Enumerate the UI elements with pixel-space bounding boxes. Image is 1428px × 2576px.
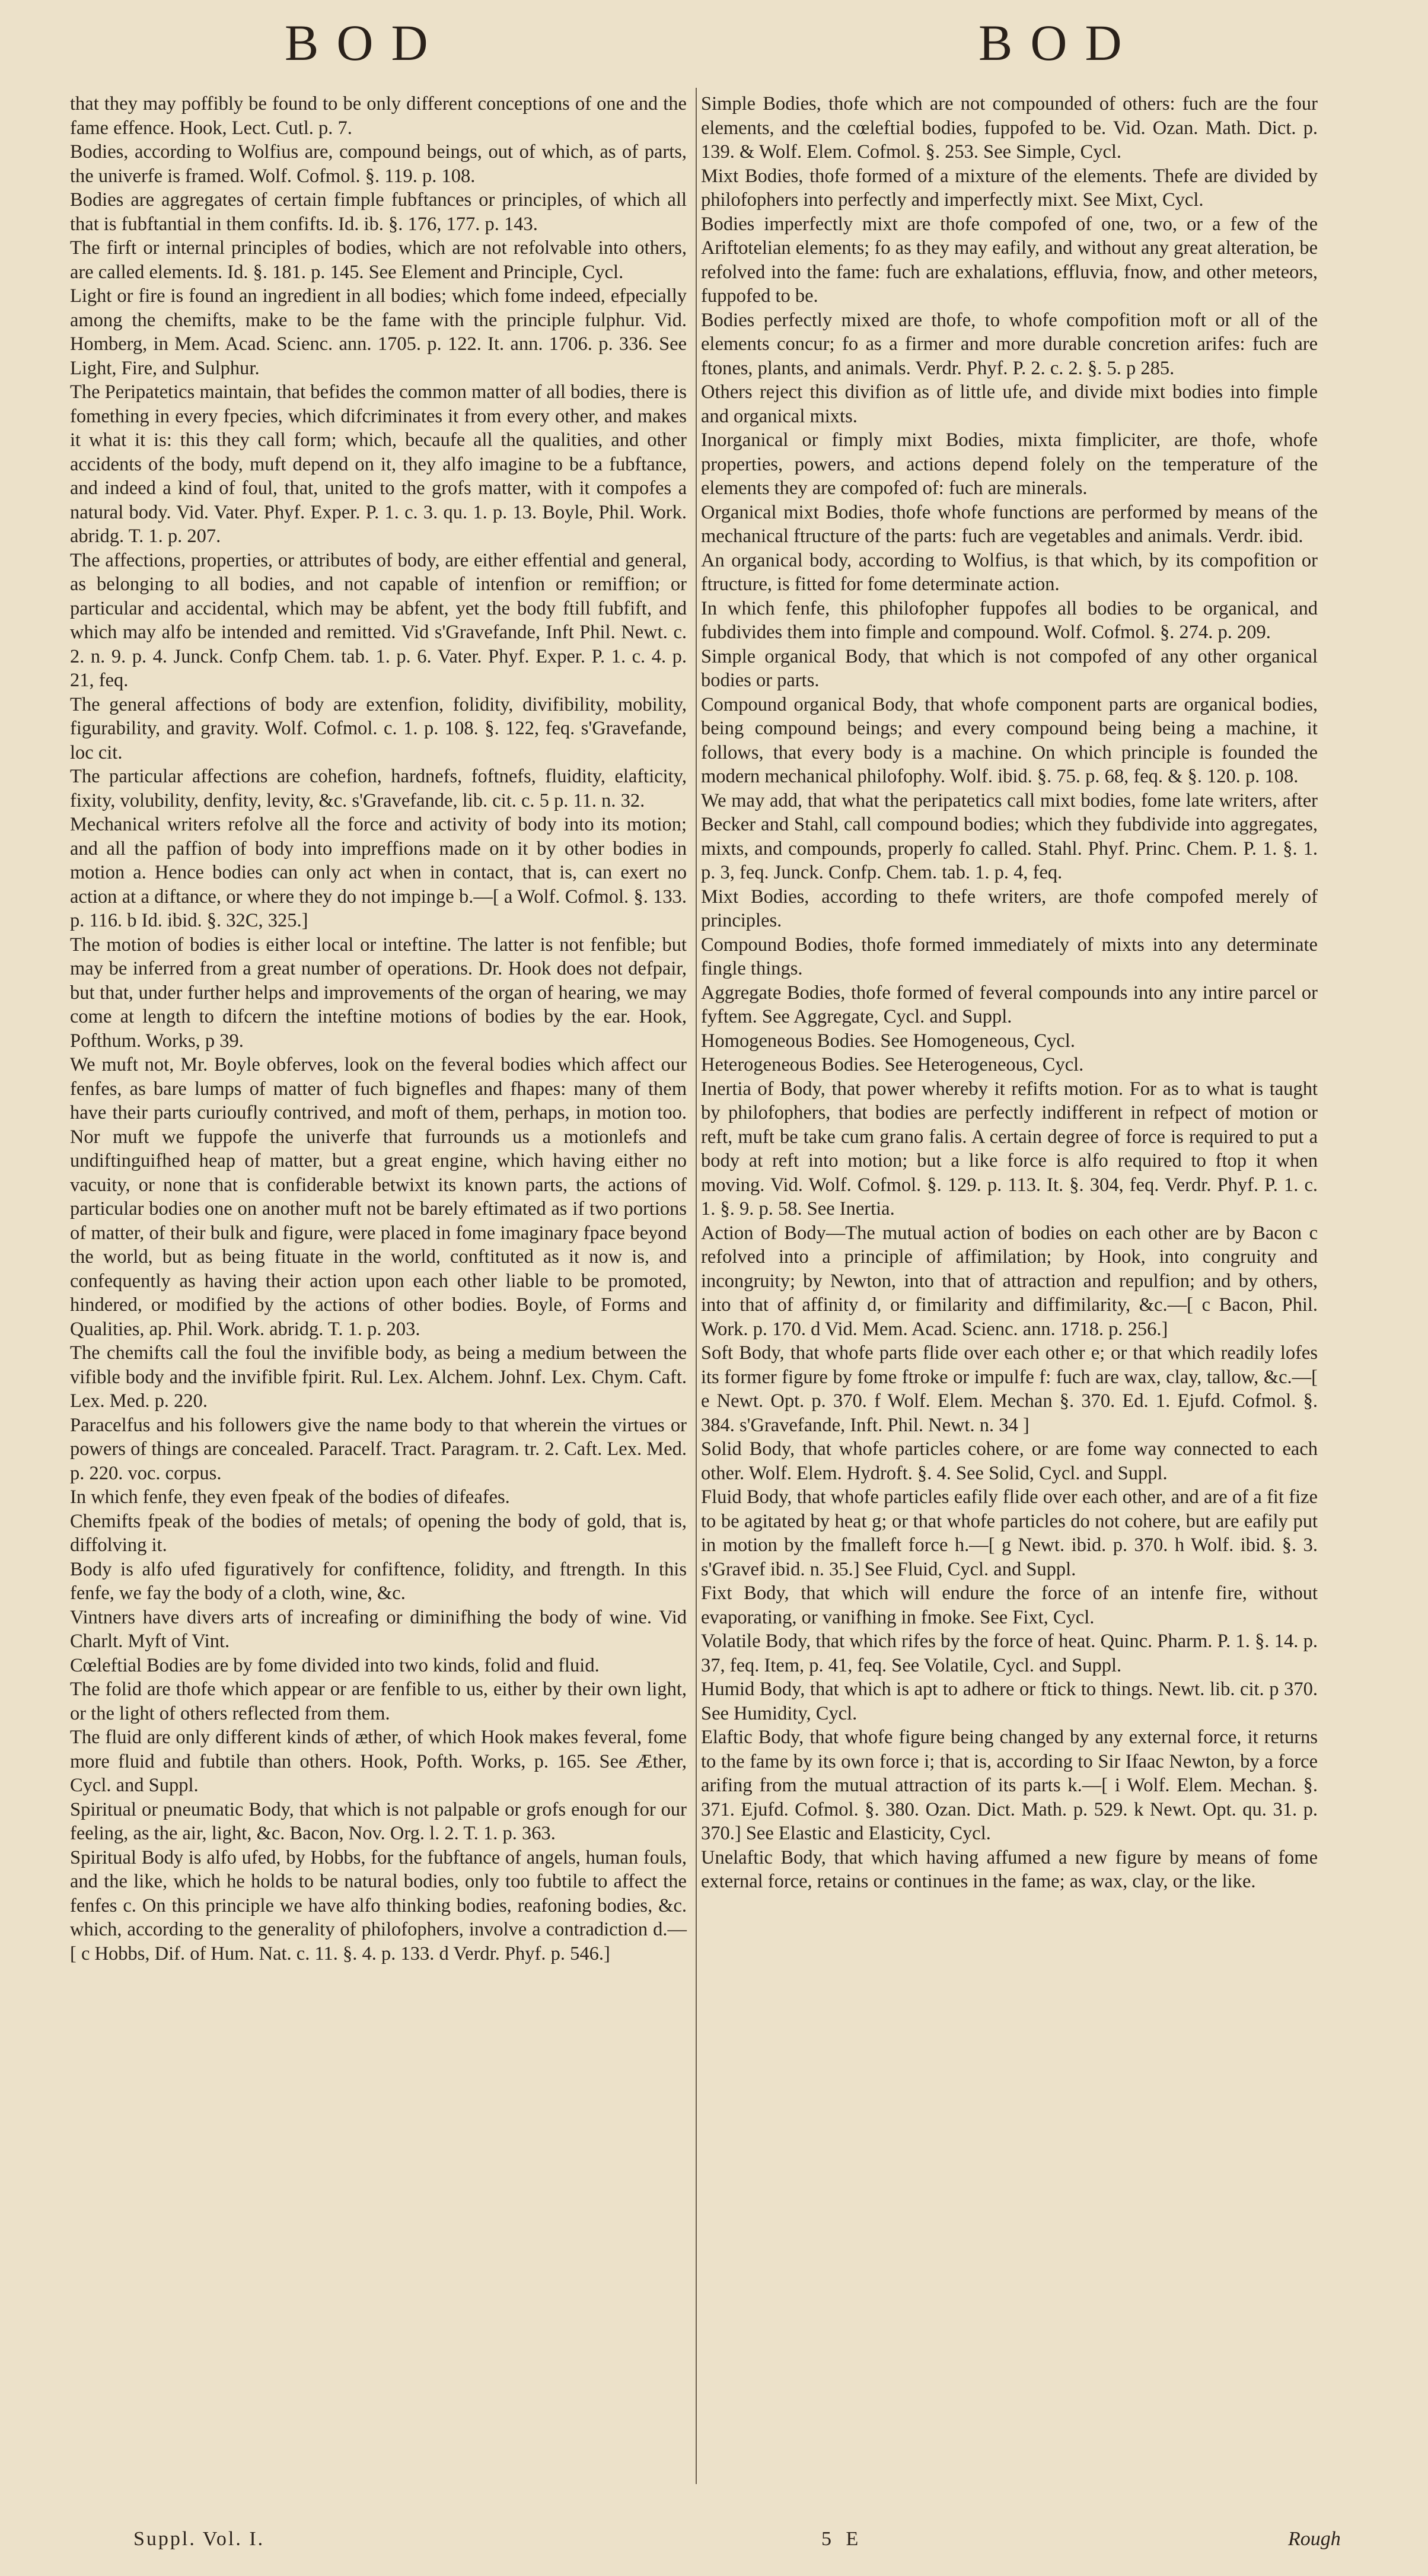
entry-paragraph: Paracelfus and his followers give the name body to that wherein the virtues or powers of things are concealed. Paracelf. Tract. Paragram. tr. 2. Caft. Lex. Med. p. 220. voc. corpus. bbox=[70, 1414, 687, 1484]
entry-paragraph: Action of Body—The mutual action of bodies on each other are by Bacon c refolved into a principle of affimilation; by Hook, into congruity and incongruity; by Newton, into that of attraction and repulfion; and by others, into that of affinity d, or fimilarity and diffimilarity, &c.—[ c Bacon, Phil. Work. p. 170. d Vid. Mem. Acad. Scienc. ann. 1718. p. 256.] bbox=[701, 1222, 1318, 1340]
entry-paragraph: In which fenfe, this philofopher fuppofes all bodies to be organical, and fubdivides them into fimple and compound. Wolf. Cofmol. §. 274. p. 209. bbox=[701, 597, 1318, 643]
entry-paragraph: Vintners have divers arts of increafing or diminifhing the body of wine. Vid Charlt. Myft of Vint. bbox=[70, 1606, 687, 1652]
entry-paragraph: The affections, properties, or attributes of body, are either effential and general, as belonging to all bodies, and not capable of intenfion or remiffion; or particular and accidental, which may be abfent, yet the body ftill fubfift, and which may alfo be intended and remitted. Vid s'Gravefande, Inft Phil. Newt. c. 2. n. 9. p. 4. Junck. Confp Chem. tab. 1. p. 6. Vater. Phyf. Exper. P. 1. c. 4. p. 21, feq. bbox=[70, 549, 687, 691]
entry-paragraph: Heterogeneous Bodies. See Heterogeneous, Cycl. bbox=[701, 1054, 1084, 1075]
entry-paragraph: Compound Bodies, thofe formed immediately of mixts into any determinate fingle things. bbox=[701, 934, 1318, 979]
left-column bbox=[70, 92, 687, 1966]
entry-paragraph: Body is alfo ufed figuratively for confiftence, folidity, and ftrength. In this fenfe, we fay the body of a cloth, wine, &c. bbox=[70, 1558, 687, 1604]
entry-paragraph: Cœleftial Bodies are by fome divided into two kinds, folid and fluid. bbox=[70, 1654, 600, 1676]
entry-paragraph: The motion of bodies is either local or inteftine. The latter is not fenfible; but may be inferred from a great number of operations. Dr. Hook does not defpair, but that, under further helps and improvements of the organ of hearing, we may come at length to difcern the inteftine motions of bodies by the ear. Hook, Pofthum. Works, p 39. bbox=[70, 934, 687, 1052]
entry-paragraph: Mixt Bodies, according to thefe writers, are thofe compofed merely of principles. bbox=[701, 886, 1318, 931]
entry-paragraph: An organical body, according to Wolfius, is that which, by its compofition or ftructure, is fitted for fome determinate action. bbox=[701, 549, 1318, 595]
entry-paragraph: Others reject this divifion as of little ufe, and divide mixt bodies into fimple and organical mixts. bbox=[701, 381, 1318, 427]
entry-paragraph: Inertia of Body, that power whereby it refifts motion. For as to what is taught by philofophers, that bodies are perfectly indifferent in refpect of motion or reft, muft be take cum grano falis. A certain degree of force is required to put a body at reft into motion; but a like force is alfo required to ftop it when moving. Vid. Wolf. Cofmol. §. 129. p. 113. It. §. 304, feq. Verdr. Phyf. P. 1. c. 1. §. 9. p. 58. See Inertia. bbox=[701, 1078, 1318, 1219]
right-column bbox=[701, 92, 1318, 1894]
running-head-left: BOD bbox=[285, 14, 446, 71]
entry-paragraph: We may add, that what the peripatetics call mixt bodies, fome late writers, after Becker and Stahl, call compound bodies; which they fubdivide into aggregates, mixts, and compounds, properly fo called. Stahl. Phyf. Princ. Chem. P. 1. §. 1. p. 3, feq. Junck. Confp. Chem. tab. 1. p. 4, feq. bbox=[701, 789, 1318, 883]
entry-paragraph: Humid Body, that which is apt to adhere or ftick to things. Newt. lib. cit. p 370. See Humidity, Cycl. bbox=[701, 1679, 1318, 1724]
entry-paragraph: Spiritual Body is alfo ufed, by Hobbs, for the fubftance of angels, human fouls, and the like, which he holds to be natural bodies, only too fubtile to affect the fenfes c. On this principle we have alfo thinking bodies, reafoning bodies, &c. which, according to the generality of philofophers, involve a contradiction d.—[ c Hobbs, Dif. of Hum. Nat. c. 11. §. 4. p. 133. d Verdr. Phyf. p. 546.] bbox=[70, 1846, 687, 1964]
entry-paragraph: Bodies perfectly mixed are thofe, to whofe compofition moft or all of the elements concur; fo as a firmer and more durable concretion arifes: fuch are ftones, plants, and animals. Verdr. Phyf. P. 2. c. 2. §. 5. p 285. bbox=[701, 309, 1318, 379]
entry-paragraph: Aggregate Bodies, thofe formed of feveral compounds into any intire parcel or fyftem. See Aggregate, Cycl. and Suppl. bbox=[701, 982, 1318, 1027]
entry-paragraph: Mixt Bodies, thofe formed of a mixture of the elements. Thefe are divided by philofophers into perfectly and imperfectly mixt. See Mixt, Cycl. bbox=[701, 165, 1318, 211]
entry-paragraph: Bodies are aggregates of certain fimple fubftances or principles, of which all that is fubftantial in them confifts. Id. ib. §. 176, 177. p. 143. bbox=[70, 189, 687, 235]
entry-paragraph: Organical mixt Bodies, thofe whofe functions are performed by means of the mechanical ftructure of the parts: fuch are vegetables and animals. Verdr. ibid. bbox=[701, 501, 1318, 547]
entry-paragraph: Mechanical writers refolve all the force and activity of body into its motion; and all the paffion of body into impreffions made on it by other bodies in motion a. Hence bodies can only act when in contact, that is, can exert no action at a diftance, or where they do not impinge b.—[ a Wolf. Cofmol. §. 133. p. 116. b Id. ibid. §. 32C, 325.] bbox=[70, 814, 687, 931]
entry-paragraph: Simple organical Body, that which is not compofed of any other organical bodies or parts. bbox=[701, 645, 1318, 691]
entry-paragraph: Homogeneous Bodies. See Homogeneous, Cycl. bbox=[701, 1030, 1075, 1052]
entry-paragraph: Chemifts fpeak of the bodies of metals; of opening the body of gold, that is, diffolving it. bbox=[70, 1510, 687, 1556]
entry-paragraph: The firft or internal principles of bodies, which are not refolvable into others, are called elements. Id. §. 181. p. 145. See Element and Principle, Cycl. bbox=[70, 237, 687, 283]
entry-paragraph: The particular affections are cohefion, hardnefs, foftnefs, fluidity, elafticity, fixity, volubility, denfity, levity, &c. s'Gravefande, lib. cit. c. 5 p. 11. n. 32. bbox=[70, 766, 687, 811]
entry-paragraph: Solid Body, that whofe particles cohere, or are fome way connected to each other. Wolf. Elem. Hydroft. §. 4. See Solid, Cycl. and Suppl. bbox=[701, 1438, 1318, 1484]
entry-paragraph: Inorganical or fimply mixt Bodies, mixta fimpliciter, are thofe, whofe properties, powers, and actions depend folely on the temperature of the elements they are compofed of: fuch are minerals. bbox=[701, 429, 1318, 499]
entry-paragraph: Bodies, according to Wolfius are, compound beings, out of which, as of parts, the univerfe is framed. Wolf. Cofmol. §. 119. p. 108. bbox=[70, 141, 687, 187]
entry-paragraph: Fixt Body, that which will endure the force of an intenfe fire, without evaporating, or vanifhing in fmoke. See Fixt, Cycl. bbox=[701, 1582, 1318, 1628]
entry-paragraph: Bodies imperfectly mixt are thofe compofed of one, two, or a few of the Ariftotelian elements; fo as they may eafily, and without any great alteration, be refolved into the fame: fuch are exhalations, effluvia, fnow, and other meteors, fuppofed to be. bbox=[701, 213, 1318, 307]
entry-paragraph: Unelaftic Body, that which having affumed a new figure by means of fome external force, retains or continues in the fame; as wax, clay, or the like. bbox=[701, 1846, 1318, 1892]
entry-paragraph: Fluid Body, that whofe particles eafily flide over each other, and are of a fit fize to be agitated by heat g; or that whofe particles do not cohere, but are eafily put in motion by the fmalleft force h.—[ g Newt. ibid. p. 370. h Wolf. ibid. §. 3. s'Gravef ibid. n. 35.] See Fluid, Cycl. and Suppl. bbox=[701, 1486, 1318, 1580]
entry-paragraph: Simple Bodies, thofe which are not compounded of others: fuch are the four elements, and the cœleftial bodies, fuppofed to be. Vid. Ozan. Math. Dict. p. 139. & Wolf. Elem. Cofmol. §. 253. See Simple, Cycl. bbox=[701, 93, 1318, 163]
entry-paragraph: The general affections of body are extenfion, folidity, divifibility, mobility, figurability, and gravity. Wolf. Cofmol. c. 1. p. 108. §. 122, feq. s'Gravefande, loc cit. bbox=[70, 693, 687, 763]
entry-paragraph: The folid are thofe which appear or are fenfible to us, either by their own light, or the light of others reflected from them. bbox=[70, 1679, 687, 1724]
entry-paragraph: In which fenfe, they even fpeak of the bodies of difeafes. bbox=[70, 1486, 510, 1508]
entry-paragraph: Volatile Body, that which rifes by the force of heat. Quinc. Pharm. P. 1. §. 14. p. 37, feq. Item, p. 41, feq. See Volatile, Cycl. and Suppl. bbox=[701, 1631, 1318, 1676]
entry-paragraph: that they may poffibly be found to be only different conceptions of one and the fame effence. Hook, Lect. Cutl. p. 7. bbox=[70, 93, 687, 139]
entry-paragraph: The fluid are only different kinds of æther, of which Hook makes feveral, fome more fluid and fubtile than others. Hook, Pofth. Works, p. 165. See Æther, Cycl. and Suppl. bbox=[70, 1727, 687, 1796]
column-divider bbox=[696, 88, 697, 2484]
signature-mark: 5 E bbox=[821, 2528, 863, 2550]
entry-paragraph: Light or fire is found an ingredient in all bodies; which fome indeed, efpecially among the chemifts, make to be the fame with the principle fulphur. Vid. Homberg, in Mem. Acad. Scienc. ann. 1705. p. 122. It. ann. 1706. p. 336. See Light, Fire, and Sulphur. bbox=[70, 285, 687, 379]
running-head-right: BOD bbox=[978, 14, 1140, 71]
entry-paragraph: Elaftic Body, that whofe figure being changed by any external force, it returns to the fame by its own force i; that is, according to Sir Ifaac Newton, by a force arifing from the mutual attraction of its parts k.—[ i Wolf. Elem. Mechan. §. 371. Ejufd. Cofmol. §. 380. Ozan. Dict. Math. p. 529. k Newt. Opt. qu. 31. p. 370.] See Elastic and Elasticity, Cycl. bbox=[701, 1727, 1318, 1844]
entry-paragraph: The chemifts call the foul the invifible body, as being a medium between the vifible body and the invifible fpirit. Rul. Lex. Alchem. Johnf. Lex. Chym. Caft. Lex. Med. p. 220. bbox=[70, 1342, 687, 1412]
entry-paragraph: Spiritual or pneumatic Body, that which is not palpable or grofs enough for our feeling, as the air, light, &c. Bacon, Nov. Org. l. 2. T. 1. p. 363. bbox=[70, 1798, 687, 1844]
entry-paragraph: Soft Body, that whofe parts flide over each other e; or that which readily lofes its former figure by fome ftroke or impulfe f: fuch are wax, clay, tallow, &c.—[ e Newt. Opt. p. 370. f Wolf. Elem. Mechan §. 370. Ed. 1. Ejufd. Cofmol. §. 384. s'Gravefande, Inft. Phil. Newt. n. 34 ] bbox=[701, 1342, 1318, 1436]
entry-paragraph: The Peripatetics maintain, that befides the common matter of all bodies, there is fomething in every fpecies, which difcriminates it from every other, and makes it what it is: this they call form; which, becaufe all the qualities, and other accidents of the body, muft depend on it, they alfo imagine to be a fubftance, and indeed a kind of foul, that, united to the grofs matter, with it compofes a natural body. Vid. Vater. Phyf. Exper. P. 1. c. 3. qu. 1. p. 13. Boyle, Phil. Work. abridg. T. 1. p. 207. bbox=[70, 381, 687, 547]
signature-left: Suppl. Vol. I. bbox=[133, 2528, 265, 2550]
entry-paragraph: We muft not, Mr. Boyle obferves, look on the feveral bodies which affect our fenfes, as bare lumps of matter of fuch bignefles and fhapes: many of them have their parts curioufly contrived, and moft of them, perhaps, in motion too. Nor muft we fuppofe the univerfe that furrounds us a motionlefs and undiftinguifhed heap of matter, but a great engine, which having either no vacuity, or none that is confiderable betwixt its known parts, the actions of particular bodies one on another muft not be barely eftimated as if two portions of matter, of their bulk and figure, were placed in fome imaginary fpace beyond the world, but as being fituate in the world, conftituted as it now is, and confequently as having their action upon each other liable to be promoted, hindered, or modified by the actions of other bodies. Boyle, of Forms and Qualities, ap. Phil. Work. abridg. T. 1. p. 203. bbox=[70, 1054, 687, 1340]
catchword: Rough bbox=[1288, 2528, 1341, 2550]
entry-paragraph: Compound organical Body, that whofe component parts are organical bodies, being compound beings; and every compound being being a machine, it follows, that every body is a machine. On which principle is founded the modern mechanical philofophy. Wolf. ibid. §. 75. p. 68, feq. & §. 120. p. 108. bbox=[701, 693, 1318, 787]
